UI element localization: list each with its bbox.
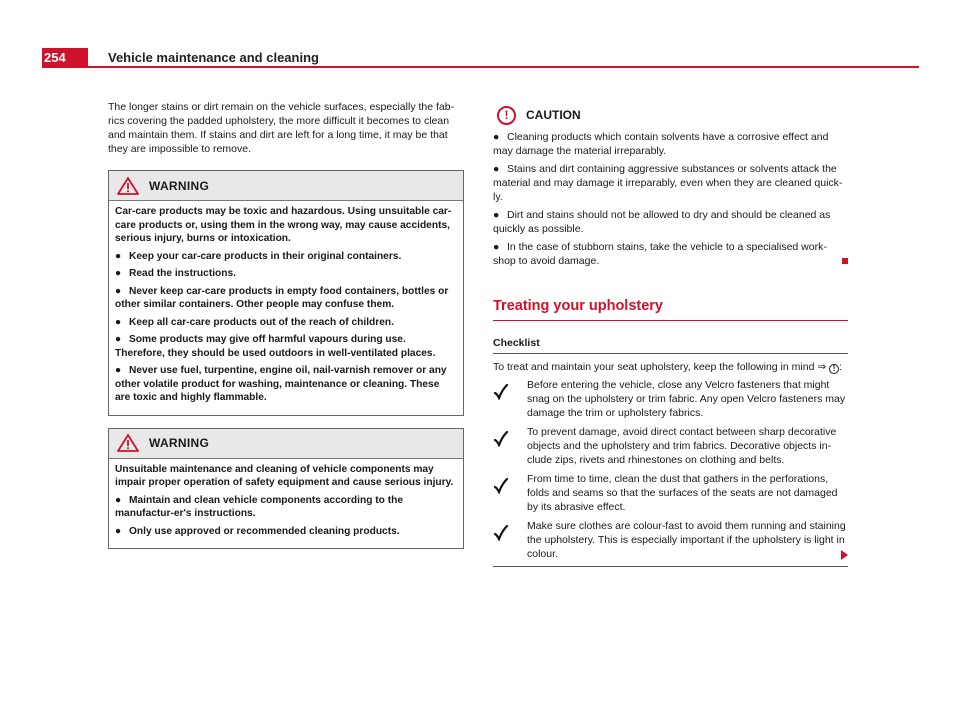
warning-bullet: ● Read the instructions.: [115, 268, 236, 279]
caution-header: [493, 102, 848, 128]
checkmark-icon: [493, 525, 509, 541]
warning-triangle-icon: [117, 177, 139, 195]
warning-header-2: [109, 429, 463, 459]
warning-body-2: [109, 459, 463, 549]
caution-icon: !: [497, 106, 516, 125]
checklist-text: Before entering the vehicle, close any Velcro fasteners that might snag on the upholstery or trim fabric. Any open Velcro fasteners may damage the trim or upholstery fabrics.: [527, 379, 846, 419]
caution-ref-icon: !: [829, 364, 839, 374]
caution-body: [493, 130, 848, 268]
checklist-item: [493, 378, 848, 420]
left-column: [108, 100, 464, 561]
caution-bullet: ● Stains and dirt containing aggressive substances or solvents attack the material and may damage it irreparably, even when they are cleaned quick-ly.: [493, 163, 843, 203]
caution-label: CAUTION: [526, 108, 581, 122]
checklist-text: Make sure clothes are colour-fast to avoid them running and staining the upholstery. This is especially important if the upholstery is light in colour.: [527, 520, 846, 560]
checklist-text: To prevent damage, avoid direct contact between sharp decorative objects and the upholstery and trim fabrics. Decorative objects in-clude zips, rivets and rhinestones on clothing and belts.: [527, 426, 837, 466]
checklist-item: [493, 519, 848, 561]
checklist-intro: To treat and maintain your seat upholstery, keep the following in mind ⇒ ! :: [493, 361, 842, 373]
caution-bullet: ● Cleaning products which contain solvents have a corrosive effect and may damage the material irreparably.: [493, 131, 829, 157]
warning-label: WARNING: [149, 178, 210, 193]
warning-header-1: [109, 171, 463, 201]
checklist-item: [493, 425, 848, 467]
warning-bullet: ● Some products may give off harmful vapours during use. Therefore, they should be used outdoors in well-ventilated places.: [115, 334, 436, 359]
warning-bullet: ● Maintain and clean vehicle components according to the manufactur-er's instructions.: [115, 494, 403, 519]
checklist-text: From time to time, clean the dust that gathers in the perforations, folds and seams so that the surfaces of the seats are not damaged by its abrasive effect.: [527, 473, 838, 513]
section-end-mark: [842, 258, 848, 264]
warning-bullet: ● Never keep car-care products in empty food containers, bottles or other similar containers. Other people may confuse them.: [115, 285, 449, 310]
header-rule: [88, 66, 919, 68]
warning-bullet: ● Only use approved or recommended cleaning products.: [115, 525, 400, 537]
warning-bullet: ● Keep your car-care products in their original containers.: [115, 250, 402, 262]
checkmark-icon: [493, 478, 509, 494]
continue-arrow-icon: [841, 550, 848, 560]
warning-box-1: [108, 170, 464, 416]
checklist-bottom-rule: [493, 566, 848, 567]
right-column: [493, 102, 848, 567]
warning-lead: Unsuitable maintenance and cleaning of vehicle components may impair proper operation of safety equipment and cause serious injury.: [115, 463, 454, 488]
warning-body-1: [109, 201, 463, 415]
warning-lead: Car-care products may be toxic and hazardous. Using unsuitable car-care products or, using them in the wrong way, may cause accidents, serious injury, burns or intoxication.: [115, 206, 452, 244]
warning-triangle-icon: [117, 434, 139, 452]
checkmark-icon: [493, 384, 509, 400]
checkmark-icon: [493, 431, 509, 447]
chapter-title: Vehicle maintenance and cleaning: [108, 50, 319, 65]
warning-bullet: ● Keep all car-care products out of the reach of children.: [115, 316, 394, 328]
page-number: 254: [42, 48, 88, 68]
intro-paragraph: The longer stains or dirt remain on the vehicle surfaces, especially the fab-rics covering the padded upholstery, the more difficult it becomes to clean and maintain them. If stains and dirt are left for a long time, it may be that they are impossible to remove.: [108, 101, 455, 155]
warning-box-2: [108, 428, 464, 550]
warning-label: WARNING: [149, 436, 210, 450]
caution-bullet: ● In the case of stubborn stains, take the vehicle to a specialised work-shop to avoid damage.: [493, 240, 848, 268]
checklist-title: Checklist: [493, 337, 848, 354]
caution-bullet: ● Dirt and stains should not be allowed to dry and should be cleaned as quickly as possible.: [493, 209, 831, 235]
warning-bullet: ● Never use fuel, turpentine, engine oil, nail-varnish remover or any other volatile product for washing, maintenance or cleaning. These are toxic and highly flammable.: [115, 365, 447, 403]
section-title: Treating your upholstery: [493, 298, 848, 321]
checklist-item: [493, 472, 848, 514]
